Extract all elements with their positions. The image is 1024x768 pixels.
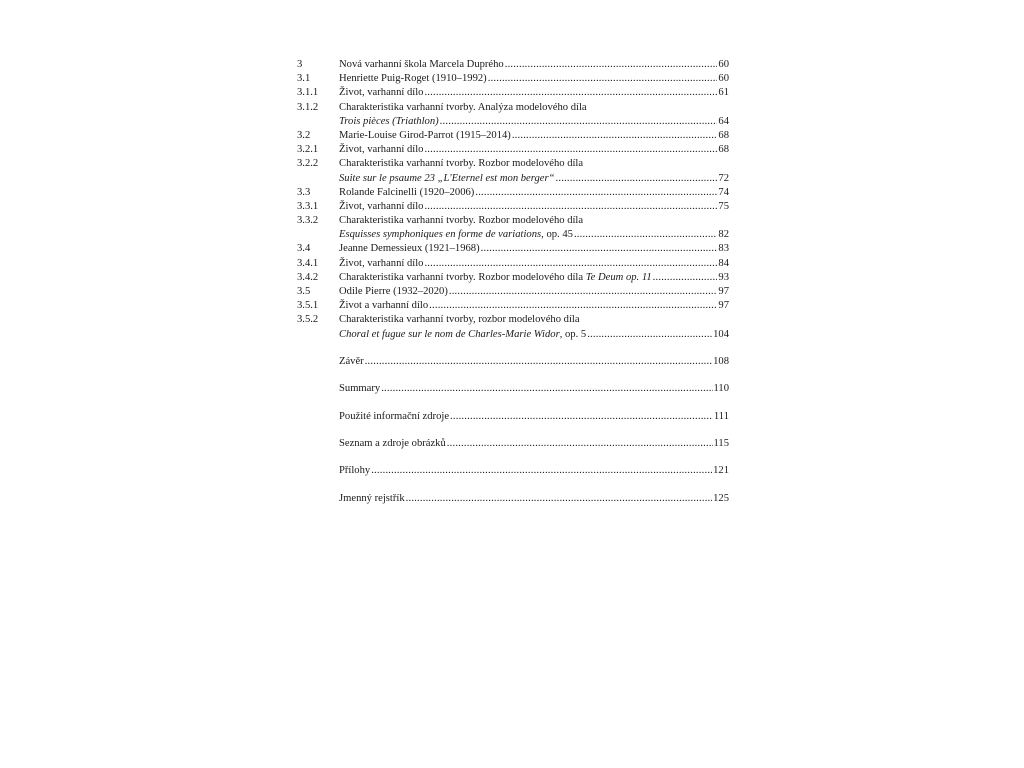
toc-page-number: 61 <box>718 87 729 99</box>
toc-section-number: 3 <box>297 59 303 70</box>
toc-entry-body <box>339 200 729 214</box>
toc-dot-leader <box>424 257 717 271</box>
toc-entry <box>297 228 729 242</box>
toc-entry-title <box>339 200 423 214</box>
toc-dot-leader <box>371 464 712 478</box>
toc-title-part: Henriette Puig-Roget (1910–1992) <box>339 73 487 85</box>
toc-entry-title <box>339 299 428 313</box>
toc-entry <box>297 200 729 214</box>
toc-entry-body <box>339 101 729 115</box>
toc-section-number: 3.1 <box>297 73 311 85</box>
toc-title-part: Nová varhanní škola Marcela Dupréhо <box>339 59 504 70</box>
toc-page-number: 110 <box>713 383 729 395</box>
toc-title-part: Přílohy <box>339 465 371 477</box>
toc-entry <box>297 437 729 451</box>
toc-dot-leader <box>556 172 718 186</box>
toc-page-number: 60 <box>718 73 729 85</box>
toc-entry-title <box>339 129 511 143</box>
toc-entry-body <box>339 492 729 506</box>
toc-dot-leader <box>381 382 712 396</box>
toc-title-part: Odile Pierre (1932–2020) <box>339 286 448 297</box>
toc-dot-leader <box>512 129 718 143</box>
toc-entry-title <box>339 214 583 228</box>
toc-entry <box>297 129 729 143</box>
toc-title-part: Charakteristika varhanní tvorby. Rozbor modelového díla <box>339 158 584 170</box>
toc-title-part: Charakteristika varhanní tvorby. Rozbor modelového díla <box>339 215 584 227</box>
toc-entry-title <box>339 172 555 186</box>
toc-entry-body <box>339 58 729 72</box>
toc-section-number: 3.3 <box>297 186 311 198</box>
toc-entry <box>297 328 729 342</box>
toc-entry-title <box>339 242 480 256</box>
toc-dot-leader <box>653 271 718 285</box>
toc-entry-body <box>339 242 729 256</box>
toc-entry-body <box>339 172 729 186</box>
toc-dot-leader <box>424 86 717 100</box>
toc-title-part: Summary <box>339 383 381 395</box>
toc-entry-body <box>339 228 729 242</box>
toc-entry-body <box>339 410 729 424</box>
toc-section-number: 3.5 <box>297 286 311 297</box>
toc-entry-title <box>339 285 448 299</box>
toc-entry <box>297 86 729 100</box>
toc-entry-title <box>339 58 504 72</box>
toc-title-part: , op. 45 <box>541 229 573 241</box>
toc-entry-title <box>339 410 449 424</box>
toc-title-italic-part: Suite sur le psaume 23 „L'Eternel est mon berger“ <box>339 172 555 184</box>
toc-title-part: , op. 5 <box>559 328 587 340</box>
toc-dot-leader <box>488 72 718 86</box>
toc-dot-leader <box>481 242 718 256</box>
toc-entry-body <box>339 143 729 157</box>
toc-entry <box>297 464 729 478</box>
toc-entry-title <box>339 464 370 478</box>
toc-entry-title <box>339 437 446 451</box>
toc-page-number: 72 <box>718 172 729 184</box>
toc-entry-body <box>339 271 729 285</box>
toc-entry-title <box>339 257 423 271</box>
toc-title-part: Charakteristika varhanní tvorby, rozbor modelového díla <box>339 314 580 326</box>
toc-title-italic-part: Te Deum op. 11 <box>585 271 652 283</box>
table-of-contents <box>297 58 729 506</box>
toc-dot-leader <box>447 437 713 451</box>
toc-title-part: Život, varhanní dílo <box>339 257 424 269</box>
toc-page-number: 68 <box>718 144 729 156</box>
toc-title-part: Seznam a zdroje obrázků <box>339 438 446 450</box>
toc-entry-body <box>339 299 729 313</box>
toc-entry-title <box>339 115 439 129</box>
toc-section-number: 3.2 <box>297 129 311 141</box>
toc-page-number: 75 <box>718 200 729 212</box>
toc-page-number: 64 <box>718 115 729 127</box>
toc-page-number: 93 <box>718 271 729 283</box>
toc-entry <box>297 186 729 200</box>
toc-entry <box>297 492 729 506</box>
toc-entry-body <box>339 186 729 200</box>
toc-entry-title <box>339 86 423 100</box>
toc-entry-title <box>339 271 652 285</box>
toc-dot-leader <box>475 186 717 200</box>
toc-entry-title <box>339 143 423 157</box>
toc-entry-title <box>339 157 583 171</box>
toc-page-number: 83 <box>718 243 729 255</box>
toc-section-number: 3.5.2 <box>297 314 319 326</box>
toc-dot-leader <box>449 285 718 299</box>
toc-entry-body <box>339 355 729 369</box>
toc-page-number: 125 <box>713 492 729 504</box>
toc-entry <box>297 285 729 299</box>
toc-dot-leader <box>440 115 718 129</box>
toc-entry-title <box>339 492 405 506</box>
toc-page-number: 108 <box>713 355 729 367</box>
toc-page-number: 115 <box>713 438 729 450</box>
toc-entry-body <box>339 157 729 171</box>
toc-entry <box>297 271 729 285</box>
toc-entry-body <box>339 285 729 299</box>
toc-page-number: 82 <box>718 229 729 241</box>
toc-entry <box>297 101 729 115</box>
toc-title-part: Použité informační zdroje <box>339 410 450 422</box>
toc-page-number: 97 <box>718 300 729 312</box>
toc-entry-title <box>339 328 586 342</box>
toc-dot-leader <box>587 328 712 342</box>
toc-page-number: 104 <box>713 328 729 340</box>
toc-entry <box>297 299 729 313</box>
toc-dot-leader <box>424 200 717 214</box>
toc-section-number: 3.2.2 <box>297 158 319 170</box>
toc-dot-leader <box>406 492 712 506</box>
toc-title-part: Závěr <box>339 355 364 367</box>
toc-section-number: 3.4.2 <box>297 271 319 283</box>
toc-entry <box>297 72 729 86</box>
toc-page-number: 68 <box>718 129 729 141</box>
toc-title-part: Život a varhanní dílo <box>339 300 429 312</box>
toc-section-number: 3.3.1 <box>297 200 319 212</box>
toc-entry-title <box>339 382 380 396</box>
toc-page-number: 60 <box>718 59 729 70</box>
toc-dot-leader <box>429 299 717 313</box>
toc-entry <box>297 355 729 369</box>
toc-entry <box>297 242 729 256</box>
toc-section-number: 3.4.1 <box>297 257 319 269</box>
toc-entry-title <box>339 355 364 369</box>
toc-section-number: 3.1.1 <box>297 87 319 99</box>
toc-entry <box>297 115 729 129</box>
toc-page-number: 121 <box>713 465 729 477</box>
toc-entry <box>297 257 729 271</box>
toc-page-number: 111 <box>713 410 729 422</box>
toc-entry-title <box>339 313 580 327</box>
toc-title-part: Charakteristika varhanní tvorby. Rozbor modelového díla <box>339 271 586 283</box>
toc-entry <box>297 172 729 186</box>
toc-section-number: 3.4 <box>297 243 311 255</box>
toc-entry-body <box>339 437 729 451</box>
toc-title-part: Rolande Falcinelli (1920–2006) <box>339 186 475 198</box>
toc-entry-body <box>339 129 729 143</box>
toc-entry-body <box>339 328 729 342</box>
toc-title-italic-part: Trois pièces (Triathlon) <box>339 115 439 127</box>
toc-page-number: 84 <box>718 257 729 269</box>
toc-entry-body <box>339 464 729 478</box>
toc-entry <box>297 214 729 228</box>
toc-title-part: Marie-Louise Girod-Parrot (1915–2014) <box>339 129 511 141</box>
toc-entry <box>297 313 729 327</box>
toc-dot-leader <box>505 58 718 72</box>
toc-title-italic-part: Choral et fugue sur le nom de Charles-Marie Widor <box>339 328 560 340</box>
toc-dot-leader <box>424 143 717 157</box>
toc-entry-title <box>339 186 474 200</box>
toc-title-part: Život, varhanní dílo <box>339 144 424 156</box>
toc-entry-body <box>339 313 729 327</box>
toc-page-number: 74 <box>718 186 729 198</box>
toc-title-part: Život, varhanní dílo <box>339 200 424 212</box>
toc-section-number: 3.2.1 <box>297 144 319 156</box>
toc-title-italic-part: Esquisses symphoniques en forme de variations <box>339 229 542 241</box>
toc-entry-body <box>339 214 729 228</box>
toc-title-part: Jeanne Demessieux (1921–1968) <box>339 243 480 255</box>
toc-title-part: Charakteristika varhanní tvorby. Analýza modelového díla <box>339 101 587 113</box>
toc-title-part: Jmenný rejstřík <box>339 492 405 504</box>
toc-entry <box>297 382 729 396</box>
toc-entry <box>297 410 729 424</box>
toc-dot-leader <box>365 355 712 369</box>
toc-title-part: Život, varhanní dílo <box>339 87 424 99</box>
toc-entry <box>297 143 729 157</box>
toc-entry-body <box>339 115 729 129</box>
toc-section-number: 3.3.2 <box>297 215 319 227</box>
toc-entry-body <box>339 382 729 396</box>
toc-entry-body <box>339 86 729 100</box>
toc-entry-title <box>339 101 587 115</box>
toc-entry-body <box>339 72 729 86</box>
toc-entry-body <box>339 257 729 271</box>
toc-section-number: 3.1.2 <box>297 101 319 113</box>
toc-dot-leader <box>450 410 713 424</box>
toc-page-number: 97 <box>718 286 729 297</box>
toc-entry <box>297 157 729 171</box>
toc-dot-leader <box>574 228 717 242</box>
toc-entry-title <box>339 72 487 86</box>
toc-entry <box>297 58 729 72</box>
toc-entry-title <box>339 228 573 242</box>
toc-section-number: 3.5.1 <box>297 300 319 312</box>
